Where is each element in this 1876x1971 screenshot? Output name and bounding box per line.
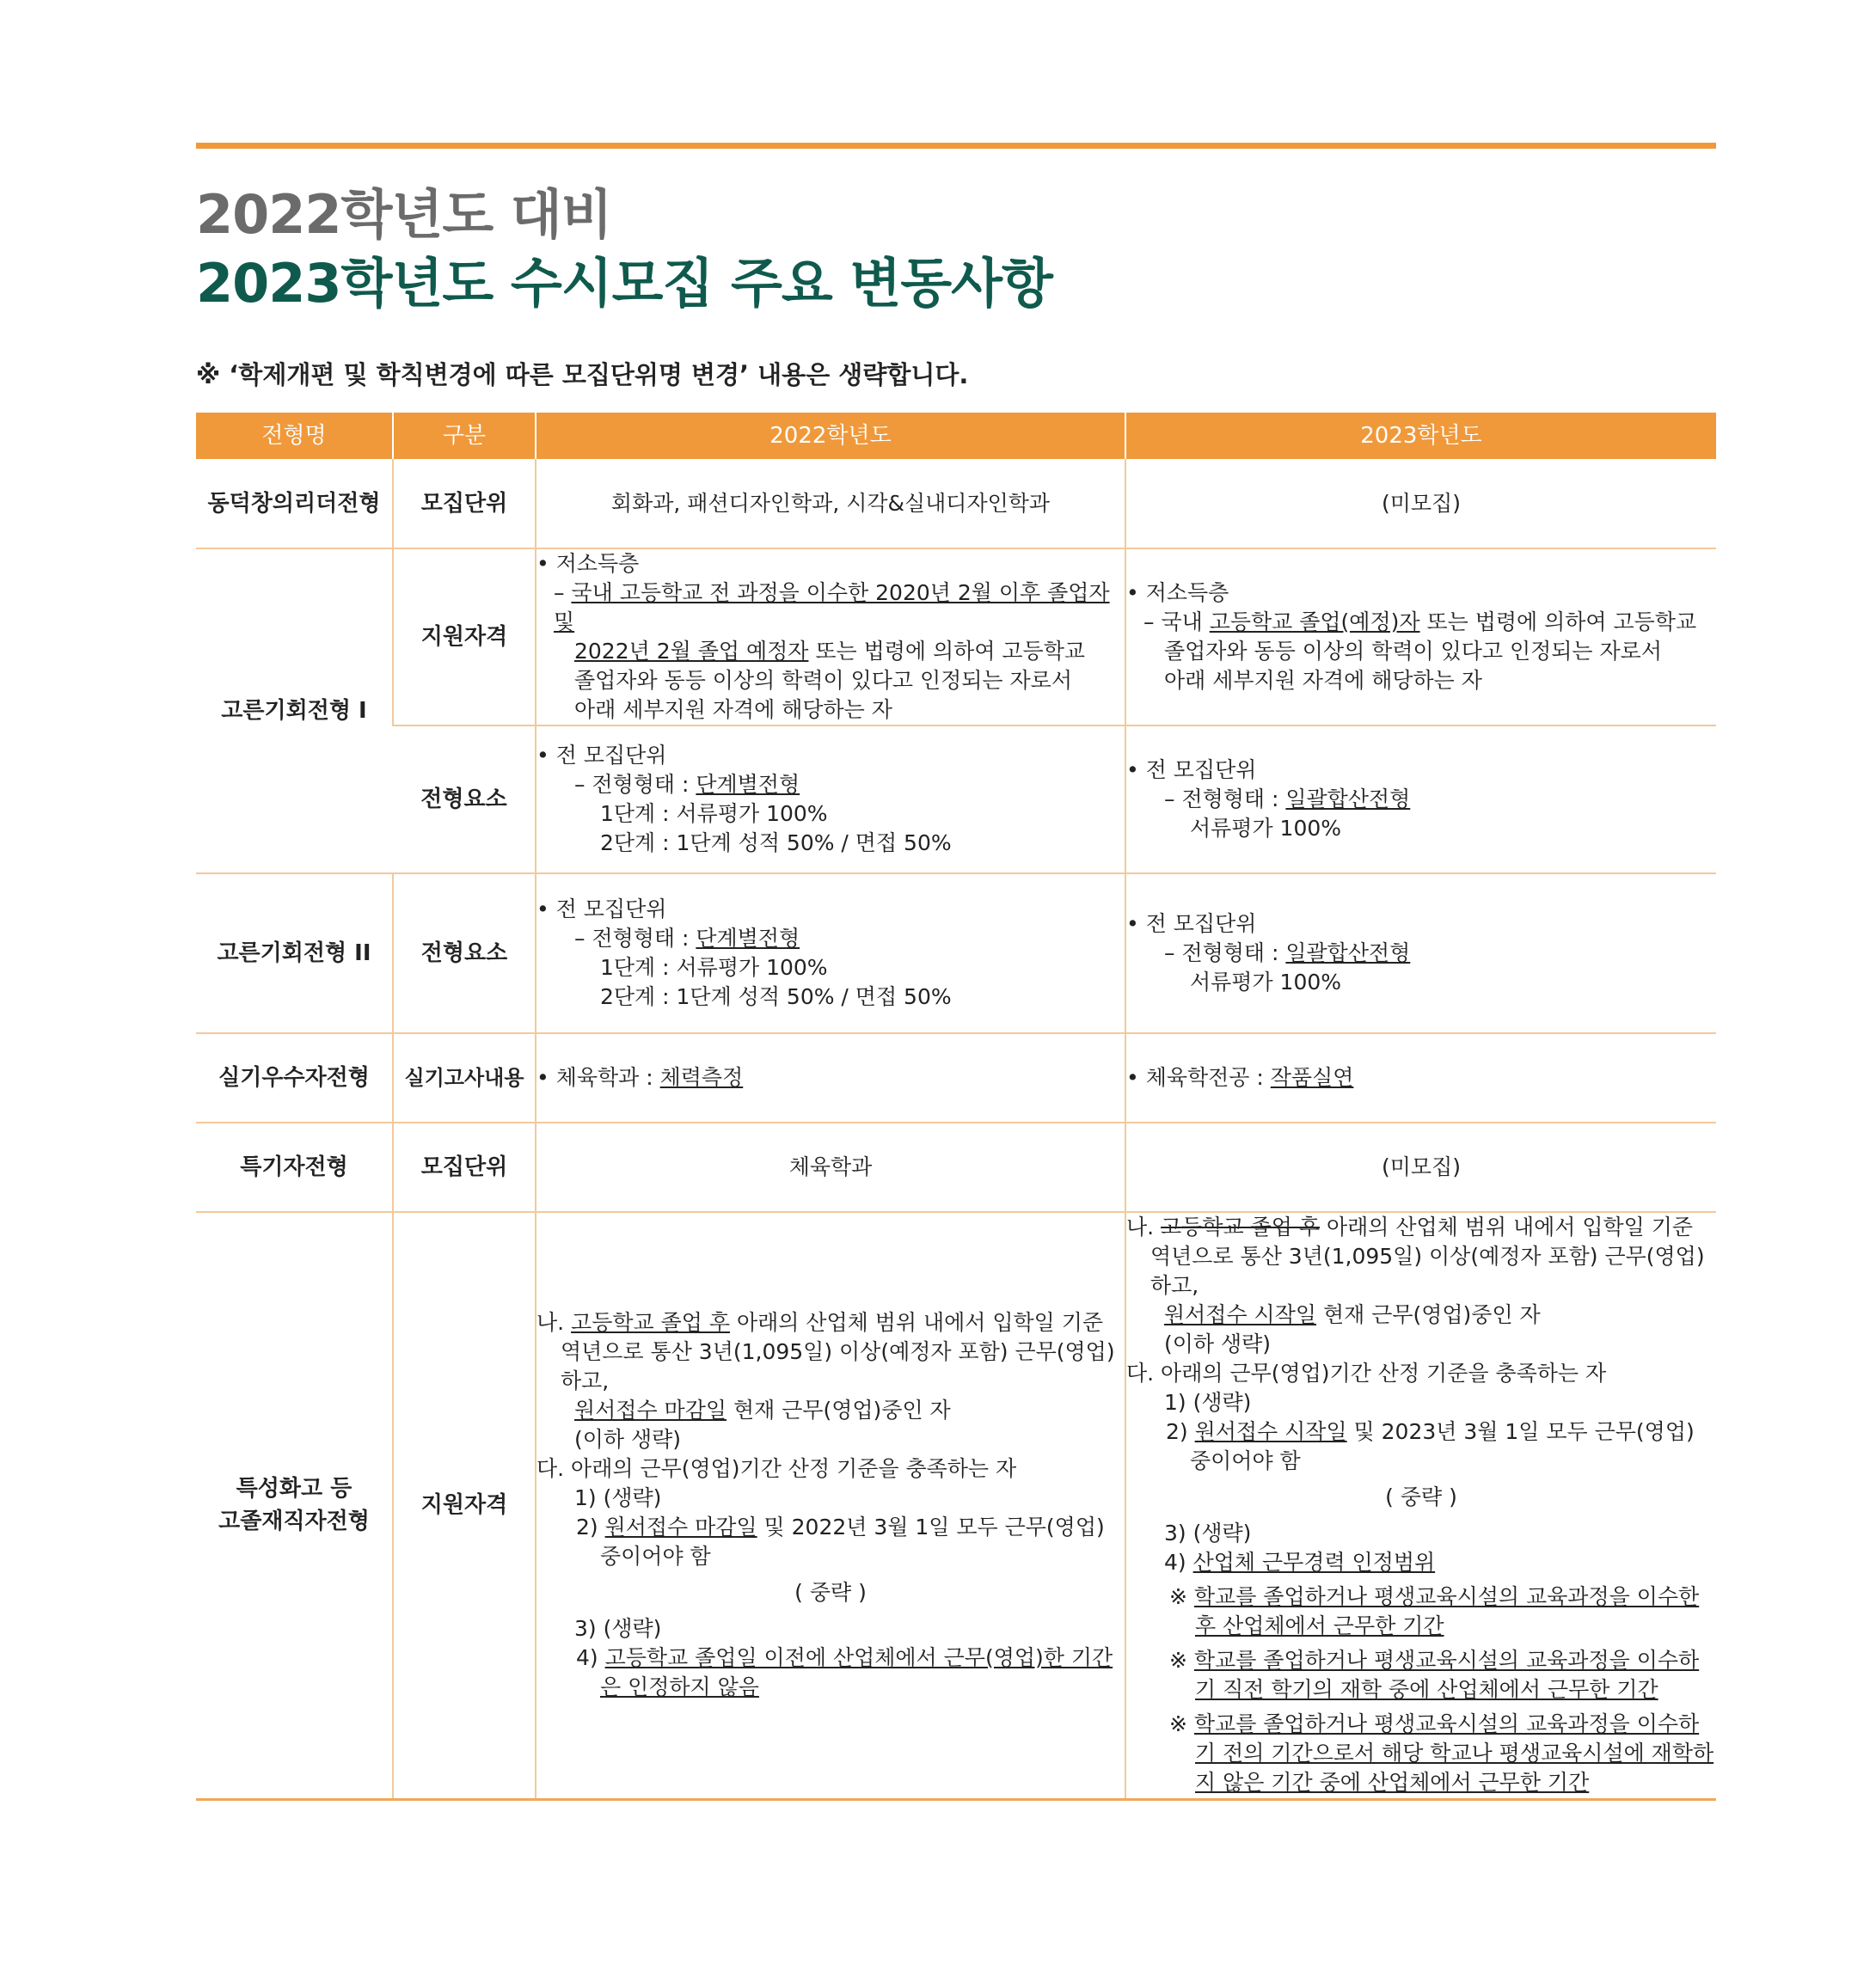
content-line: 원서접수 마감일 현재 근무(영업)중인 자 <box>574 1398 951 1423</box>
table-row <box>196 1123 1716 1212</box>
admission-type-line: 고졸재직자전형 <box>218 1509 370 1535</box>
cell-2022 <box>536 725 1125 873</box>
category-cell: 모집단위 <box>393 1123 536 1212</box>
header-2022: 2022학년도 <box>536 413 1125 459</box>
content-line: 1) (생략) <box>574 1485 662 1511</box>
content-line: 아래 세부지원 자격에 해당하는 자 <box>574 697 892 722</box>
reference-note: ※ 학교를 졸업하거나 평생교육시설의 교육과정을 이수하기 전의 기간으로서 해당 학교나 평생교육시설에 재학하지 않은 기간 중에 산업체에서 근무한 기간 <box>1169 1711 1714 1796</box>
cell-2023 <box>1125 873 1716 1033</box>
table-row <box>196 1033 1716 1123</box>
page-title-line2: 2023학년도 수시모집 주요 변동사항 <box>196 252 1052 315</box>
content-line: 서류평가 100% <box>1190 816 1342 841</box>
content-line: 졸업자와 동등 이상의 학력이 있다고 인정되는 자로서 <box>574 668 1072 693</box>
content-line: 아래 세부지원 자격에 해당하는 자 <box>1164 668 1482 693</box>
content-line: 3) (생략) <box>1164 1521 1252 1546</box>
cell-2023 <box>1125 548 1716 725</box>
table-row <box>196 459 1716 548</box>
omission-marker: ( 중략 ) <box>794 1580 867 1606</box>
cell-2022 <box>536 873 1125 1033</box>
cell-2022: 체육학과 <box>536 1123 1125 1212</box>
cell-2023: (미모집) <box>1125 1123 1716 1212</box>
top-accent-line <box>196 143 1716 149</box>
content-line: 서류평가 100% <box>1190 970 1342 995</box>
page-title-line1: 2022학년도 대비 <box>196 183 612 246</box>
bullet-line: • 전 모집단위 <box>536 897 667 921</box>
content-line: – 전형형태 : 단계별전형 <box>574 926 800 951</box>
admission-type-cell: 고른기회전형 II <box>196 873 393 1033</box>
header-2023: 2023학년도 <box>1125 413 1716 459</box>
content-line: – 전형형태 : 단계별전형 <box>574 772 800 797</box>
header-admission-type: 전형명 <box>196 413 393 459</box>
omission-marker: ( 중략 ) <box>1385 1484 1457 1510</box>
content-line: 다. 아래의 근무(영업)기간 산정 기준을 충족하는 자 <box>536 1456 1017 1482</box>
table-row <box>196 873 1716 1033</box>
content-line: – 전형형태 : 일괄합산전형 <box>1164 787 1411 811</box>
admission-type-cell <box>196 1212 393 1799</box>
content-line: 1단계 : 서류평가 100% <box>600 801 828 826</box>
cell-2022: 회화과, 패션디자인학과, 시각&실내디자인학과 <box>536 459 1125 548</box>
category-cell: 모집단위 <box>393 459 536 548</box>
cell-2022 <box>536 1212 1125 1799</box>
content-line: 졸업자와 동등 이상의 학력이 있다고 인정되는 자로서 <box>1164 639 1662 664</box>
category-cell: 전형요소 <box>393 725 536 873</box>
content-line: 나. 고등학교 졸업 후 아래의 산업체 범위 내에서 입학일 기준 역년으로 통산 3년(1,095일) 이상(예정자 포함) 근무(영업)하고, <box>1126 1215 1705 1299</box>
bullet-line: • 저소득층 <box>536 551 640 576</box>
content-line: (이하 생략) <box>574 1427 682 1453</box>
table-row <box>196 725 1716 873</box>
content-line: 4) 산업체 근무경력 인정범위 <box>1164 1550 1436 1576</box>
admission-type-line: 특성화고 등 <box>236 1476 353 1503</box>
omission-note: ※ ‘학제개편 및 학칙변경에 따른 모집단위명 변경’ 내용은 생략합니다. <box>196 360 969 389</box>
admission-type-cell: 동덕창의리더전형 <box>196 459 393 548</box>
reference-note: ※ 학교를 졸업하거나 평생교육시설의 교육과정을 이수하기 직전 학기의 재학 중에 산업체에서 근무한 기간 <box>1169 1648 1700 1703</box>
cell-2023: • 체육학전공 : 작품실연 <box>1125 1033 1716 1123</box>
content-line: 2022년 2월 졸업 예정자 또는 법령에 의하여 고등학교 <box>574 639 1086 664</box>
content-line: 나. 고등학교 졸업 후 아래의 산업체 범위 내에서 입학일 기준 역년으로 통산 3년(1,095일) 이상(예정자 포함) 근무(영업)하고, <box>536 1310 1115 1394</box>
content-line: – 국내 고등학교 졸업(예정)자 또는 법령에 의하여 고등학교 <box>1143 609 1697 634</box>
cell-2023: (미모집) <box>1125 459 1716 548</box>
cell-2023 <box>1125 1212 1716 1799</box>
admission-type-cell: 특기자전형 <box>196 1123 393 1212</box>
bullet-line: • 전 모집단위 <box>536 743 667 768</box>
table-header-row <box>196 413 1716 459</box>
category-cell: 지원자격 <box>393 1212 536 1799</box>
content-line: 2단계 : 1단계 성적 50% / 면접 50% <box>600 984 952 1009</box>
reference-note: ※ 학교를 졸업하거나 평생교육시설의 교육과정을 이수한 후 산업체에서 근무한 기간 <box>1169 1584 1700 1639</box>
content-line: 2단계 : 1단계 성적 50% / 면접 50% <box>600 830 952 855</box>
content-line: 1단계 : 서류평가 100% <box>600 955 828 980</box>
category-cell: 지원자격 <box>393 548 536 725</box>
changes-table <box>196 413 1716 1801</box>
table-row <box>196 1212 1716 1799</box>
content-line: – 국내 고등학교 전 과정을 이수한 2020년 2월 이후 졸업자 및 <box>554 580 1110 634</box>
content-line: 원서접수 시작일 현재 근무(영업)중인 자 <box>1164 1302 1541 1328</box>
content-line: 4) 고등학교 졸업일 이전에 산업체에서 근무(영업)한 기간은 인정하지 않음 <box>576 1645 1113 1700</box>
bullet-line: • 저소득층 <box>1126 580 1229 605</box>
content-line: 2) 원서접수 마감일 및 2022년 3월 1일 모두 근무(영업) 중이어야 함 <box>576 1515 1105 1570</box>
bullet-line: • 전 모집단위 <box>1126 911 1257 936</box>
content-line: 2) 원서접수 시작일 및 2023년 3월 1일 모두 근무(영업) 중이어야 함 <box>1166 1419 1695 1474</box>
content-line: 1) (생략) <box>1164 1390 1252 1416</box>
header-category: 구분 <box>393 413 536 459</box>
category-cell: 전형요소 <box>393 873 536 1033</box>
cell-2022: • 체육학과 : 체력측정 <box>536 1033 1125 1123</box>
admission-type-cell: 실기우수자전형 <box>196 1033 393 1123</box>
table-row <box>196 548 1716 725</box>
content-line: – 전형형태 : 일괄합산전형 <box>1164 940 1411 965</box>
content-line: 다. 아래의 근무(영업)기간 산정 기준을 충족하는 자 <box>1126 1361 1607 1386</box>
category-cell: 실기고사내용 <box>393 1033 536 1123</box>
cell-2023 <box>1125 725 1716 873</box>
content-line: (이하 생략) <box>1164 1331 1272 1357</box>
content-line: 3) (생략) <box>574 1616 662 1642</box>
cell-2022 <box>536 548 1125 725</box>
bullet-line: • 전 모집단위 <box>1126 757 1257 782</box>
admission-type-cell: 고른기회전형 I <box>196 548 393 873</box>
